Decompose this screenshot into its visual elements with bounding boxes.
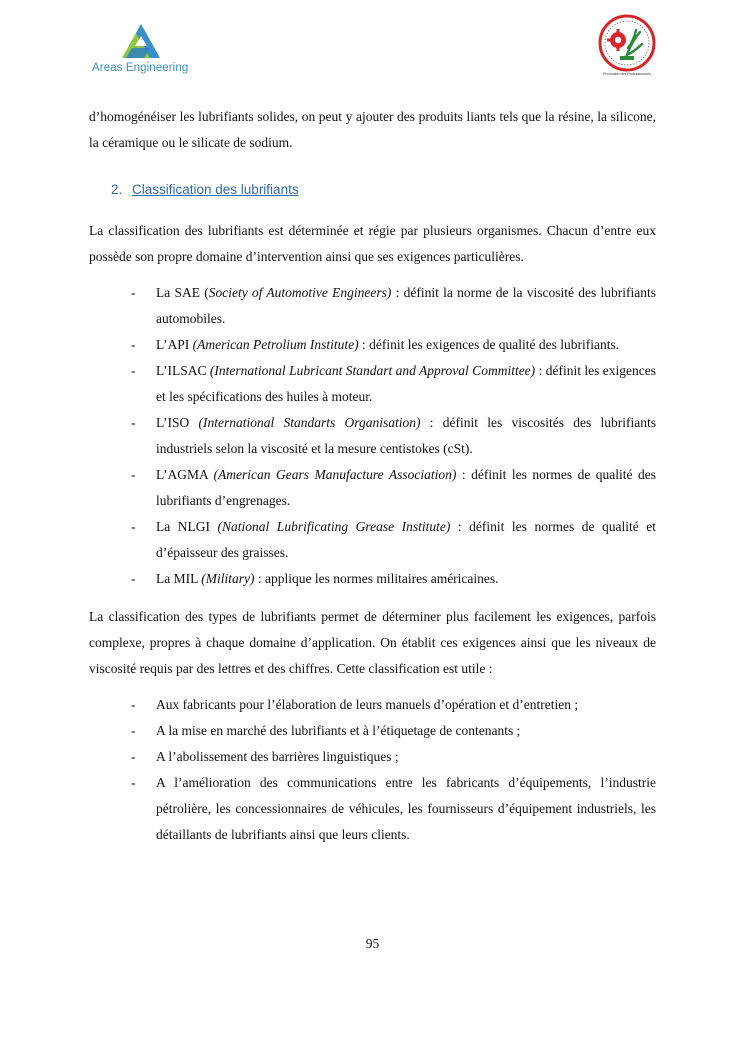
list-bullet: -: [131, 749, 136, 764]
section-number: 2.: [111, 182, 123, 197]
organism-description: : définit la norme de la viscosité des lubrifiants automobiles.: [156, 285, 656, 326]
organism-prefix: La MIL: [156, 571, 202, 586]
use-text: Aux fabricants pour l’élaboration de leurs manuels d’opération et d’entretien ;: [156, 697, 579, 712]
organism-list-item: [89, 462, 656, 514]
use-list-item: [89, 770, 656, 848]
use-text: A l’abolissement des barrières linguistiques ;: [156, 749, 399, 764]
organism-description: : définit les normes de qualité et d’épaisseur des graisses.: [156, 519, 656, 560]
section-heading: [111, 180, 656, 200]
list-bullet: -: [131, 363, 136, 378]
organism-full-name: (International Lubricant Standart and Approval Committee): [209, 363, 536, 378]
list-bullet: -: [131, 571, 136, 586]
organism-full-name: (American Petrolium Institute): [192, 337, 359, 352]
organism-full-name: (Military): [201, 571, 255, 586]
emblem-caption: Promotion des Professionnels: [603, 72, 651, 76]
triangle-logo-icon: [110, 22, 172, 62]
organisms-list: [89, 280, 656, 592]
gear-emblem-icon: [596, 14, 658, 72]
organism-list-item: [89, 566, 656, 592]
organism-prefix: La NLGI: [156, 519, 218, 534]
organism-list-item: [89, 332, 656, 358]
organism-full-name: (American Gears Manufacture Association): [213, 467, 457, 482]
classification-intro-paragraph: La classification des lubrifiants est déterminée et régie par plusieurs organismes. Chacun d’entre eux possède son propre domaine d’intervention ainsi que ses exigences particulières.: [89, 223, 656, 264]
uses-list: [89, 692, 656, 848]
list-bullet: -: [131, 415, 136, 430]
document-body: [89, 104, 656, 848]
list-bullet: -: [131, 467, 136, 482]
organism-list-item: [89, 410, 656, 462]
organism-description: : définit les viscosités des lubrifiants industriels selon la viscosité et la mesure centistokes (cSt).: [156, 415, 656, 456]
use-list-item: [89, 692, 656, 718]
brand-name: Areas Engineering: [92, 62, 189, 74]
organism-prefix: L’API: [156, 337, 193, 352]
list-bullet: -: [131, 723, 136, 738]
organism-list-item: [89, 358, 656, 410]
use-text: A la mise en marché des lubrifiants et à l’étiquetage de contenants ;: [156, 723, 521, 738]
list-bullet: -: [131, 337, 136, 352]
organism-full-name: Society of Automotive Engineers): [208, 285, 392, 300]
intro-paragraph: d’homogénéiser les lubrifiants solides, on peut y ajouter des produits liants tels que la résine, la silicone, la céramique ou le silicate de sodium.: [89, 109, 656, 150]
organism-description: : définit les normes de qualité des lubrifiants d’engrenages.: [156, 467, 657, 508]
organism-prefix: La SAE (: [156, 285, 209, 300]
list-bullet: -: [131, 285, 136, 300]
professional-emblem-logo: [596, 14, 658, 80]
list-bullet: -: [131, 697, 136, 712]
use-list-item: [89, 744, 656, 770]
organism-description: : applique les normes militaires américaines.: [254, 571, 499, 586]
organism-list-item: [89, 280, 656, 332]
page-number: 95: [365, 936, 380, 951]
organism-full-name: (International Standarts Organisation): [198, 415, 421, 430]
organism-list-item: [89, 514, 656, 566]
use-list-item: [89, 718, 656, 744]
organism-prefix: L’ILSAC: [156, 363, 210, 378]
section-title: Classification des lubrifiants: [132, 182, 299, 197]
types-intro-paragraph: La classification des types de lubrifiants permet de déterminer plus facilement les exigences, parfois complexe, propres à chaque domaine d’application. On établit ces exigences ainsi que les niveaux de viscosité requis par des lettres et des chiffres. Cette classification est utile :: [89, 609, 656, 676]
organism-prefix: L’ISO: [156, 415, 199, 430]
organism-description: : définit les exigences de qualité des lubrifiants.: [358, 337, 620, 352]
organism-description: : définit les exigences et les spécifications des huiles à moteur.: [156, 363, 656, 404]
organism-prefix: L’AGMA: [156, 467, 214, 482]
list-bullet: -: [131, 775, 136, 790]
list-bullet: -: [131, 519, 136, 534]
areas-engineering-logo: [88, 22, 208, 78]
organism-full-name: (National Lubrificating Grease Institute): [217, 519, 451, 534]
use-text: A l’amélioration des communications entre les fabricants d’équipements, l’industrie pétrolière, les concessionnaires de véhicules, les fournisseurs d’équipement industriels, les détaillants de lubrifiants ainsi que leurs clients.: [156, 775, 656, 842]
